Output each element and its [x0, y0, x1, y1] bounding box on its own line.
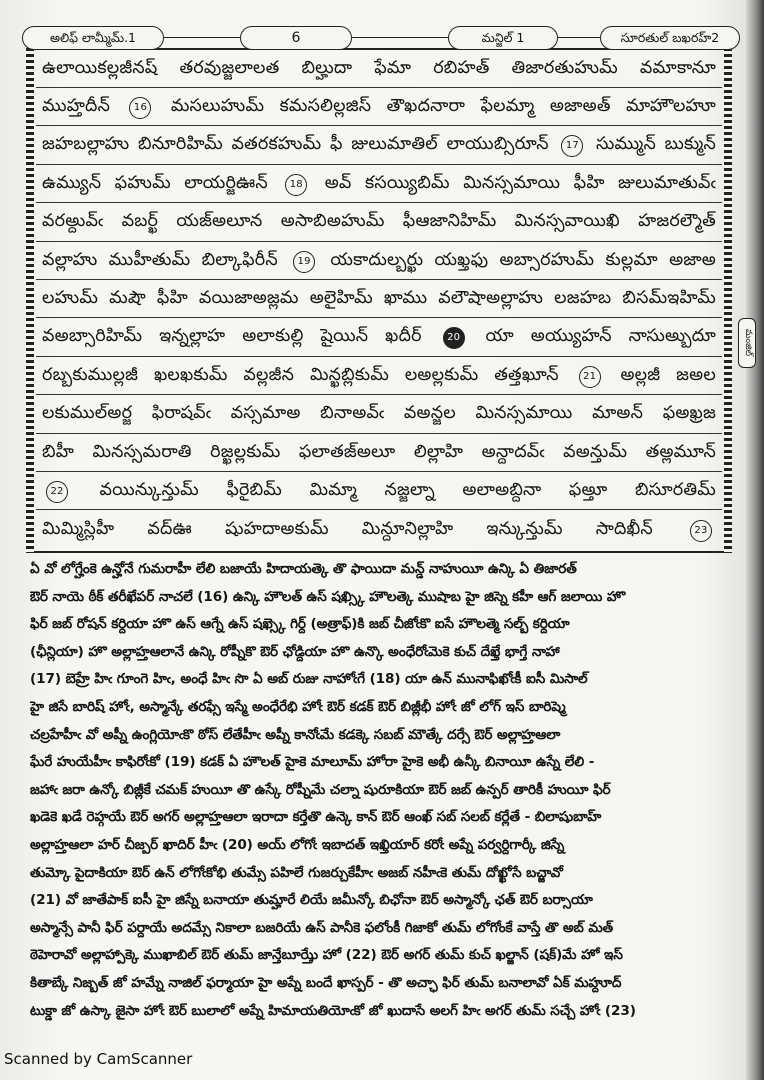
verse-word: మిన్దూనిల్లాహి	[361, 518, 454, 539]
verse-line	[36, 436, 722, 472]
frame-border-left	[26, 48, 34, 553]
verse-word: కమసలిల్లజిస్	[279, 95, 372, 116]
verse-word: వతరకహుమ్	[231, 134, 322, 155]
verse-line	[36, 167, 722, 203]
verse-word: అజాఅ	[669, 249, 716, 270]
verse-word: మషౌ	[109, 287, 146, 308]
verse-word: వయిజాఅజ్లమ	[198, 287, 299, 308]
verse-word: జులుమాతిల్	[351, 134, 438, 155]
verse-word: లఅల్లకుమ్	[404, 364, 479, 385]
verse-word: ఫేమా	[374, 57, 412, 78]
verse-word: అవ్	[324, 172, 352, 193]
verse-word: ఫలాతజ్అలూ	[298, 441, 396, 462]
verse-word: అలాఅబ్దినా	[462, 479, 542, 500]
verse-word: అలాకుల్లి	[242, 326, 304, 347]
verse-word: వయిన్కున్తుమ్	[99, 479, 199, 500]
verse-word: ఫీహి	[156, 287, 188, 308]
verse-word: మిమ్మా	[309, 479, 357, 500]
juz-label: అలిఫ్ లామ్మీమ్.1	[22, 26, 164, 50]
verse-word: బినూరిహిమ్	[138, 134, 223, 155]
verse-word: షుహదాఅకుమ్	[224, 518, 329, 539]
verse-word: బిల్హుదా	[301, 57, 353, 78]
manzil-marker: మంజిల్	[738, 318, 756, 368]
translation-line: హై జిసే బారిష్ హోఁ, అస్మాన్కే తరఫ్సే ఇస్మే అంధేరేభి హోఁ ఔర్ కడక్ ఔర్ బిజ్లీభీ హోఁ జో లోగ్ ఇస్ బారిష్మె	[30, 698, 566, 715]
verse-word: తత్తఖూన్	[494, 364, 559, 385]
verse-line	[36, 206, 722, 242]
verse-word: యఖ్తఫు	[434, 249, 489, 270]
verse-word: వబర్ఖ్	[121, 211, 159, 232]
verse-word: అల్లజీ	[620, 364, 661, 385]
verse-word: లిల్లాహి	[413, 441, 464, 462]
verse-word: మినస్సమాయి	[475, 403, 573, 424]
verse-word: తిజారతుహుమ్	[511, 57, 618, 78]
translation-line: చల్రహేహీఁ వో అప్నీ ఉంగ్లియోఁకొ ఠోస్ లేతేహీఁ అప్నీ కానోఁమే కడక్కె సబబ్ మౌత్కే దర్సే ఔర్ అల్లాహ్తఆలా	[30, 726, 561, 743]
surah-label: సూరతుల్ బఖరహ్2	[600, 26, 740, 50]
ayah-number-marker: 20	[443, 327, 465, 349]
verse-word: మసలుహుమ్	[170, 95, 265, 116]
verse-word: రబిహత్	[433, 57, 490, 78]
verse-word: తఅ్లమూన్	[645, 441, 716, 462]
scanner-watermark: Scanned by CamScanner	[4, 1050, 193, 1068]
verse-word: ఖదీర్	[385, 326, 422, 347]
translation-line: తుమ్కో పైదాకియా ఔర్ ఉన్ లోగోఁకోభి తుమ్సే పహిలే గుజర్చుకేహీఁ అజబ్ నహీఁకె తుమ్ దోఖ్ఖోసే బచ్జావో	[30, 864, 563, 881]
ayah-number-marker: 22	[46, 481, 68, 503]
verse-word: తరవుజ్జలాలత	[179, 57, 280, 78]
verse-word: ఫీ	[329, 134, 343, 155]
verse-word: హజరల్మౌత్	[638, 211, 716, 232]
verse-word: నాసుఅ్బుదూ	[628, 326, 716, 347]
verse-word: జఅల	[676, 364, 716, 385]
book-spine-edge	[746, 0, 764, 1080]
ayah-number-marker: 21	[579, 366, 601, 388]
verse-word: ఖలఖకుమ్	[154, 364, 228, 385]
verse-word: షైయిన్	[320, 326, 369, 347]
translation-line: టుక్డా జో ఉస్కా జైసా హోఁ ఔర్ బులాలో అప్నే హిమాయతియోఁకో జో ఖుదాసే అలగ్ హిఁ అగర్ తుమ్ సచ్చే హోఁ (23)	[30, 1002, 636, 1019]
verse-word: నజ్జల్నా	[384, 479, 435, 500]
verse-word: బిహీ	[42, 441, 74, 462]
verse-word: యకాదుల్బర్ఖు	[330, 249, 424, 270]
verse-word: కుల్లమా	[605, 249, 658, 270]
verse-line	[36, 321, 722, 357]
verse-line	[36, 129, 722, 165]
translation-line: (21) వో జాతేపాక్ ఐసీ హై జిస్నే బనాయా తుమ్హారే లియే జమీన్కో బిఛోనా ఔర్ అస్మాన్కో ఛత్ ఔర్ బర్సాయా	[30, 892, 593, 909]
ayah-number-marker: 16	[129, 97, 151, 119]
verse-word: మాహౌలహూ	[626, 95, 716, 116]
ayah-number-marker: 17	[561, 135, 583, 157]
verse-word: వల్లజీన	[243, 364, 295, 385]
verse-word: ముహ్తదీన్	[42, 95, 111, 116]
verse-word: అబ్సారహుమ్	[499, 249, 595, 270]
verse-line	[36, 244, 722, 280]
verse-word: బిసమ్ఇహిమ్	[622, 287, 716, 308]
verse-line	[36, 359, 722, 395]
verse-word: మినస్సమాయి	[463, 172, 561, 193]
verse-word: ఫిరాషవ్ఁ	[151, 403, 211, 424]
verse-word: అన్దాదవ్ఁ	[481, 441, 545, 462]
verse-word: జులుమాతువ్ఁ	[618, 172, 716, 193]
verse-line	[36, 513, 722, 549]
verse-word: లాయుబ్సిరూన్	[446, 134, 549, 155]
frame-border-right	[724, 48, 732, 553]
verse-word: మిమ్మిస్లిహీ	[42, 518, 115, 539]
verse-word: సాదిఖీన్	[595, 518, 653, 539]
verse-word: మినస్సమరాతి	[92, 441, 192, 462]
verse-word: బినాఅవ్ఁ	[320, 403, 385, 424]
verse-word: మాఅన్	[592, 403, 644, 424]
verse-word: బిసూరతిమ్	[634, 479, 716, 500]
translation-line: ఏ వో లోగ్హేంకె ఉన్హోనే గుమరాహీ లేలి బజాయే హిదాయత్కె తొ ఫాయిదా మన్డ్ నాహుయీ ఉన్కి ఏ తిజారత్	[30, 561, 577, 577]
verse-word: యా	[485, 326, 514, 347]
verse-word: ఫీహి	[573, 172, 605, 193]
translation-line: ఔర్ నాయె ఠీక్ తరీఖేపర్ నాచలే (16) ఉన్కి హౌలత్ ఉస్ షఖ్స్కి హౌలత్కె ముషాబ హై జిస్నె కహీ ఆగ్ జలాయి హొ	[30, 588, 626, 605]
verse-line	[36, 90, 722, 126]
verse-word: వరఅ్దువ్ఁ	[42, 211, 104, 232]
verse-word: అజాఅత్	[549, 95, 611, 116]
verse-word: లకుముల్అర్జ	[42, 403, 133, 424]
verse-word: ఫీరైబిమ్	[226, 479, 282, 500]
translation-line: ఘేరే హుయేహీఁ కాఫిరోఁకో (19) కడక్ ఏ హౌలత్ హైకె మాలూమ్ హోరా హైకె అభీ ఉన్కీ బినాయీ ఉస్నే లేలి -	[30, 754, 595, 771]
page-number: 6	[240, 26, 352, 50]
verse-word: ఇన్నల్లాహ	[159, 326, 226, 347]
translation-line: ఖడెకె ఖడే రెహ్గయే ఔర్ అగర్ అల్లాహ్తఆలా ఇరాదా కర్తేతొ ఉన్కె కాన్ ఔర్ ఆంఖ్ సబ్ సలబ్ కర్లేతే - బిలాషుబాహ్	[30, 809, 602, 826]
verse-word: అసాబిఅహుమ్	[280, 211, 385, 232]
verse-word: వస్సమాఅ	[230, 403, 301, 424]
verse-word: ఇన్కున్తుమ్	[486, 518, 563, 539]
translation-line: జహాఁ జరా ఉన్కో బిజ్లీకే చమక్ హుయీ తొ ఉస్కే రోష్నీమే చల్నా షురూకియా ఔర్ జబ్ ఉన్పర్ తారికీ హుయీ ఫిర్	[30, 781, 611, 798]
verse-word: ఉమ్యున్	[42, 172, 102, 193]
verse-word: ఉలాయికల్లజీనష్	[42, 57, 158, 78]
verse-word: కసయ్యిబిమ్	[365, 172, 450, 193]
verse-word: తౌఖదనారా	[386, 95, 466, 116]
verse-word: బిల్కాఫిరీన్	[201, 249, 278, 270]
verse-word: యజ్అలూన	[176, 211, 263, 232]
verse-word: వల్లాహు	[42, 249, 98, 270]
verse-word: ఖాము	[383, 287, 428, 308]
verse-word: ఫఅఖ్రజ	[662, 403, 716, 424]
ayah-number-marker: 19	[293, 251, 315, 273]
verse-word: అయ్యుహన్	[530, 326, 612, 347]
ayah-number-marker: 18	[285, 174, 307, 196]
verse-word: ముహీతుమ్	[108, 249, 191, 270]
verse-line	[36, 474, 722, 510]
ayah-number-marker: 23	[690, 520, 712, 542]
translation-line: ఫిర్ జబ్ రోషన్ కర్దియా హొ ఉస్ ఆగ్నే ఉస్ షఖ్స్కె గిర్ద్ (అత్రాఫ్)కి జబ్ చీజోఁకొ ఐసే హౌలత్మె సల్బ్ కర్దియా	[30, 616, 570, 633]
verse-word: లహుమ్	[42, 287, 99, 308]
verse-word: లజహబ	[554, 287, 612, 308]
verse-line	[36, 398, 722, 434]
translation-block	[30, 556, 734, 1025]
verse-word: వమాకానూ	[639, 57, 716, 78]
verse-word: జహబల్లాహు	[42, 134, 130, 155]
verse-word: ఫేలమ్మా	[480, 95, 535, 116]
translation-line: అస్మాన్సే పానీ ఫిర్ పర్దాయే అదమ్సే నికాలా బజరియే ఉస్ పానీకె ఫలోంకీ గిజాకో తుమ్ లోగోంకే వాస్తే తొ అబ్ మత్	[30, 919, 614, 936]
translation-line: అల్లాహ్తఆలా హర్ చీజ్పర్ ఖాదిర్ హీఁ (20) అయ్ లోగోఁ ఇబాదత్ ఇఖ్తియార్ కరోఁ అప్నే పర్వర్దిగార్కీ జిస్నే	[30, 836, 565, 853]
verse-line	[36, 52, 722, 88]
verse-word: వఅబ్సారిహిమ్	[42, 326, 143, 347]
translation-line: (17) బెహ్రే హిఁ గూంగె హిఁ, అంధే హిఁ సొ ఏ అబ్ రుజు నాహోఁగే (18) యా ఉన్ మునాఫిఖోఁకీ ఐసీ మిసాల్	[30, 671, 588, 688]
verse-word: ఫీఆజానిహిమ్	[402, 211, 497, 232]
verse-word: అలైహిమ్	[309, 287, 373, 308]
verse-line	[36, 282, 722, 318]
verse-word: వలౌషాఅల్లాహు	[438, 287, 544, 308]
verse-word: రబ్బకుముల్లజీ	[42, 364, 139, 385]
verse-word: ఫహుమ్	[114, 172, 171, 193]
verse-word: మినస్సవాయిఖి	[514, 211, 620, 232]
verse-word: వఅన్జల	[403, 403, 456, 424]
manzil-label: మన్జిల్ 1	[448, 26, 558, 50]
translation-line: కితాబ్కే నిజ్బత్ జో హమ్నే నాజిల్ ఫర్మాయా హై అప్నే బందే ఖాస్పర్ - తొ అచ్ఛా ఫిర్ తుమ్ బనాలావో ఏక్ మహ్దూద్	[30, 974, 622, 991]
verse-word: సుమ్మున్	[596, 134, 656, 155]
translation-line: ఠెహెరావో అల్లాహ్పాక్కె ముఖాబిల్ ఔర్ తుమ్ జాన్తేబూఝ్తే హో (22) ఔర్ అగర్ తుమ్ కుచ్ ఖల్జాన్ (షక్)మే హో ఇస్	[30, 947, 623, 964]
verse-word: మిన్ఖబ్లికుమ్	[309, 364, 389, 385]
verse-word: లాయర్జిఊన్	[184, 172, 268, 193]
translation-line: (ఛీన్లియా) హొ అల్లాహ్తఆలానే ఉన్కి రోష్నీకొ ఔర్ ఛోడ్దియా హొ ఉన్కొ అంధేరోఁమెకె కుచ్ దేఖ్తే భాగ్తే నాహా	[30, 643, 560, 660]
verse-word: వఅన్తుమ్	[563, 441, 628, 462]
verse-word: వద్ఊ	[147, 518, 192, 539]
verse-word: రిజ్ఖల్లకుమ్	[210, 441, 281, 462]
verse-word: బుక్మున్	[664, 134, 716, 155]
verse-word: ఫఅ్తూ	[568, 479, 608, 500]
